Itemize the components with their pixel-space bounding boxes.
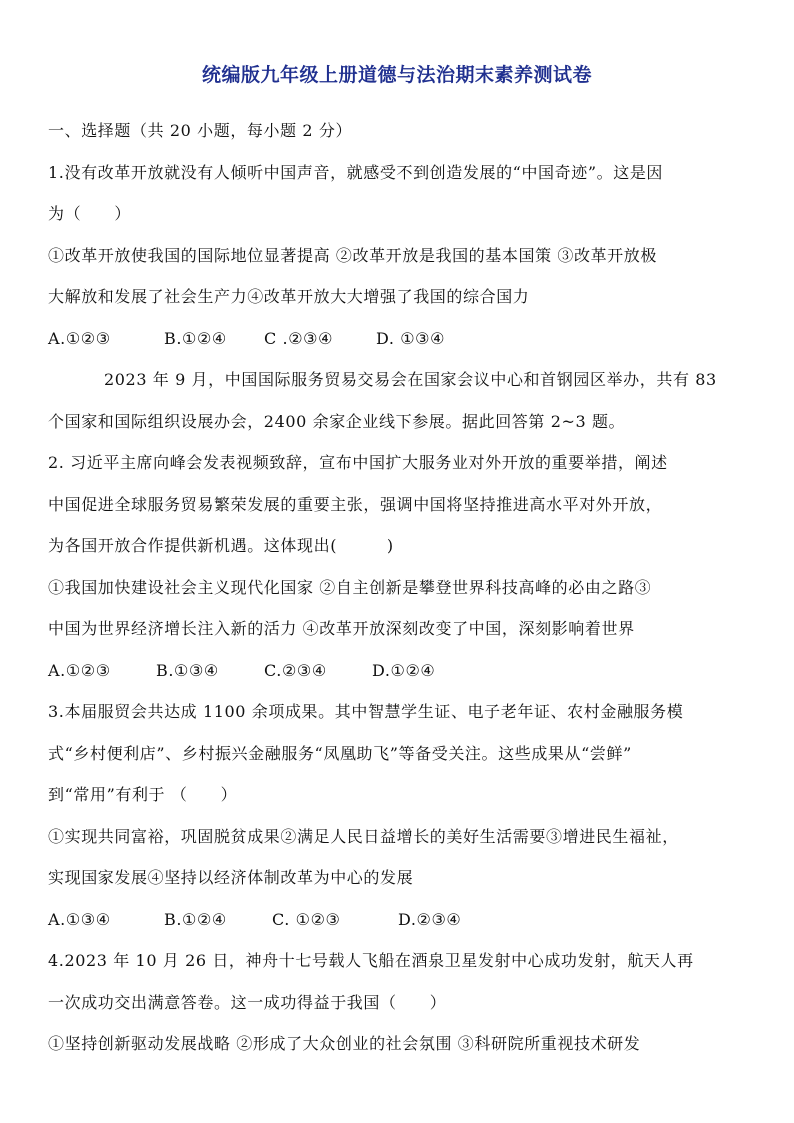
page-title: 统编版九年级上册道德与法治期末素养测试卷 — [201, 64, 592, 86]
q3-line-5: 实现国家发展④坚持以经济体制改革为中心的发展 — [48, 868, 414, 887]
q2-options — [48, 660, 752, 681]
q3-option-a: A.①③④ — [48, 909, 111, 929]
q4-line-1: 4.2023 年 10 月 26 日，神舟十七号载人飞船在酒泉卫星发射中心成功发射，航天人再 — [48, 951, 694, 970]
q3-option-d: D.②③④ — [398, 909, 462, 929]
q2-option-b: B.①③④ — [156, 660, 219, 680]
q1-option-c: C .②③④ — [264, 328, 334, 348]
q2-option-a: A.①②③ — [48, 660, 111, 680]
q1-option-d: D. ①③④ — [376, 328, 446, 348]
q3-line-2: 式“乡村便利店”、乡村振兴金融服务“凤凰助飞”等备受关注。这些成果从“尝鲜” — [48, 743, 632, 763]
q4-line-3: ①坚持创新驱动发展战略 ②形成了大众创业的社会氛围 ③科研院所重视技术研发 — [48, 1034, 641, 1053]
q1-line-1: 1.没有改革开放就没有人倾听中国声音，就感受不到创造发展的“中国奇迹”。这是因 — [48, 162, 664, 182]
q3-option-b: B.①②④ — [164, 909, 227, 929]
q1-option-b: B.①②④ — [164, 328, 227, 348]
q1-line-3: ①改革开放使我国的国际地位显著提高 ②改革开放是我国的基本国策 ③改革开放极 — [48, 245, 657, 265]
q1-line-2: 为（ ） — [48, 204, 132, 223]
q2-option-c: C.②③④ — [264, 660, 327, 680]
q1-option-a: A.①②③ — [48, 328, 111, 348]
q3-line-3: 到“常用”有利于 （ ） — [48, 785, 238, 804]
q4-line-2: 一次成功交出满意答卷。这一成功得益于我国（ ） — [48, 992, 447, 1012]
q2-line-1: 2. 习近平主席向峰会发表视频致辞，宣布中国扩大服务业对外开放的重要举措，阐述 — [48, 453, 668, 472]
material-intro-line-2: 个国家和国际组织设展办会，2400 余家企业线下参展。据此回答第 2~3 题。 — [48, 411, 626, 431]
q2-line-4: ①我国加快建设社会主义现代化国家 ②自主创新是攀登世界科技高峰的必由之路③ — [48, 577, 652, 597]
q2-line-3: 为各国开放合作提供新机遇。这体现出( ) — [48, 536, 394, 555]
section-heading: 一、选择题（共 20 小题，每小题 2 分） — [48, 121, 353, 140]
q2-line-5: 中国为世界经济增长注入新的活力 ④改革开放深刻改变了中国，深刻影响着世界 — [48, 619, 635, 638]
q1-options — [48, 328, 752, 349]
q3-line-1: 3.本届服贸会共达成 1100 余项成果。其中智慧学生证、电子老年证、农村金融服务模 — [48, 702, 684, 721]
q2-option-d: D.①②④ — [372, 660, 436, 680]
q3-options — [48, 909, 752, 930]
question-content — [48, 120, 752, 1075]
q2-line-2: 中国促进全球服务贸易繁荣发展的重要主张，强调中国将坚持推进高水平对外开放， — [48, 494, 663, 514]
material-intro-line-1: 2023 年 9 月，中国国际服务贸易交易会在国家会议中心和首钢园区举办，共有 83 — [104, 370, 717, 389]
q3-option-c: C. ①②③ — [272, 909, 341, 929]
q3-line-4: ①实现共同富裕，巩固脱贫成果②满足人民日益增长的美好生活需要③增进民生福祉， — [48, 826, 679, 846]
q1-line-4: 大解放和发展了社会生产力④改革开放大大增强了我国的综合国力 — [48, 287, 530, 306]
